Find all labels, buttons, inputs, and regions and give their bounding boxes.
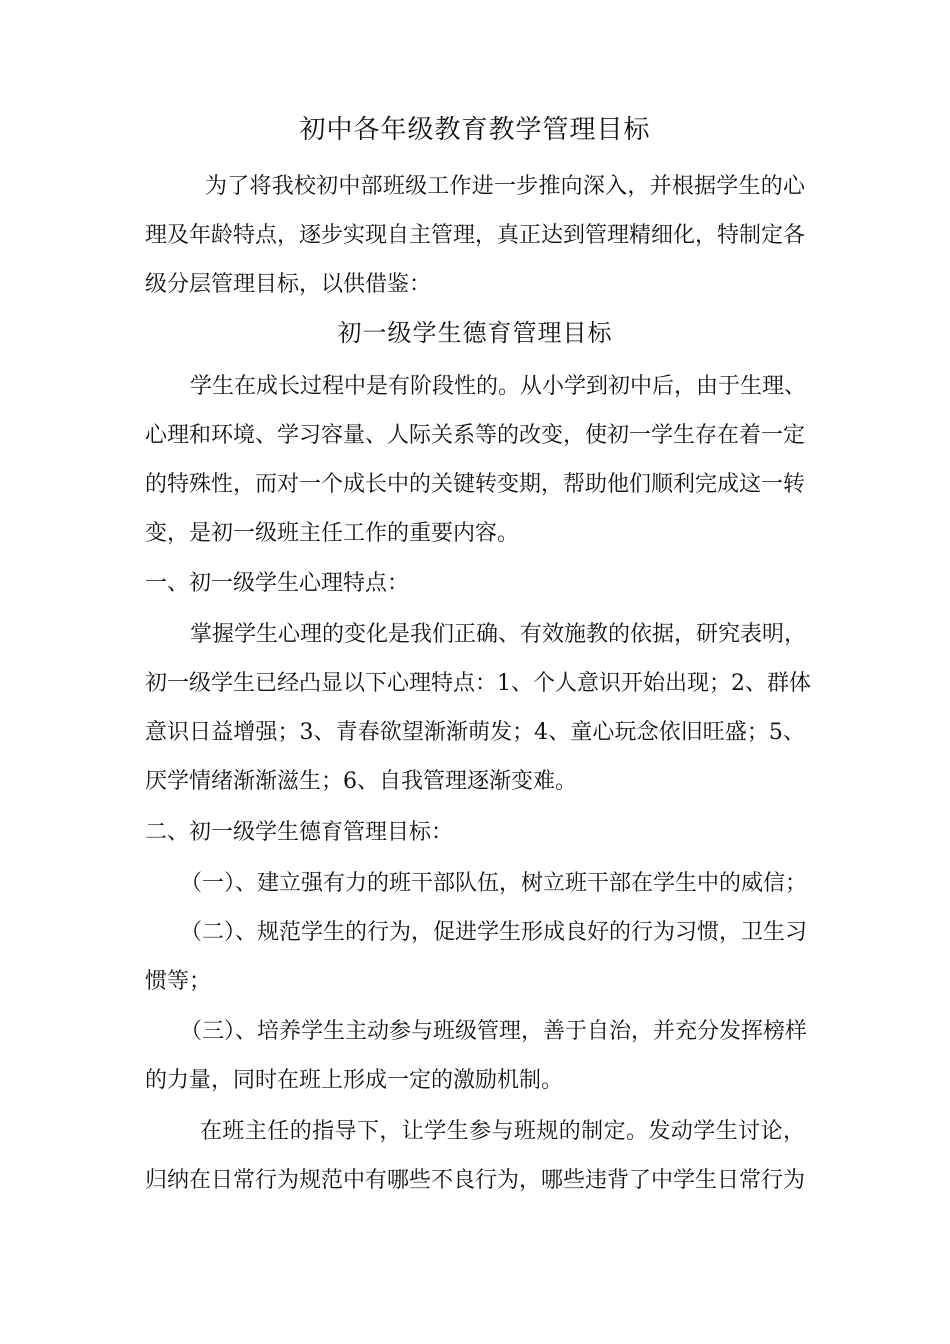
paragraph2-line-4: 厌学情绪渐渐滋生；6、自我管理逐渐变难。	[145, 769, 577, 794]
paragraph3-line-1: 在班主任的指导下，让学生参与班规的制定。发动学生讨论，	[200, 1119, 805, 1144]
paragraph2-line-3: 意识日益增强；3、青春欲望渐渐萌发；4、童心玩念依旧旺盛；5、	[145, 720, 805, 745]
goal-line-4: （三）、培养学生主动参与班级管理，善于自治，并充分发挥榜样	[180, 1019, 808, 1044]
goal-line-2: （二）、规范学生的行为，促进学生形成良好的行为习惯，卫生习	[180, 920, 808, 945]
paragraph1-line-1: 学生在成长过程中是有阶段性的。从小学到初中后，由于生理、	[190, 374, 807, 399]
paragraph1-line-3: 的特殊性，而对一个成长中的关键转变期，帮助他们顺利完成这一转	[145, 472, 806, 497]
paragraph3-line-2: 归纳在日常行为规范中有哪些不良行为，哪些违背了中学生日常行为	[145, 1168, 806, 1193]
intro-line-3: 级分层管理目标，以供借鉴：	[145, 272, 432, 297]
goal-line-5: 的力量，同时在班上形成一定的激励机制。	[145, 1068, 564, 1093]
heading-psychology: 一、初一级学生心理特点：	[145, 571, 410, 596]
goal-line-1: （一）、建立强有力的班干部队伍，树立班干部在学生中的威信；	[180, 871, 808, 896]
intro-line-2: 理及年龄特点，逐步实现自主管理，真正达到管理精细化，特制定各	[145, 223, 806, 248]
paragraph2-line-1: 掌握学生心理的变化是我们正确、有效施教的依据，研究表明，	[190, 622, 807, 647]
goal-line-3: 惯等；	[145, 969, 212, 994]
heading-goals: 二、初一级学生德育管理目标：	[145, 820, 454, 845]
section-title: 初一级学生德育管理目标	[337, 319, 613, 347]
paragraph2-line-2: 初一级学生已经凸显以下心理特点：1、个人意识开始出现；2、群体	[145, 671, 811, 696]
paragraph1-line-2: 心理和环境、学习容量、人际关系等的改变，使初一学生存在着一定	[145, 423, 806, 448]
document-title: 初中各年级教育教学管理目标	[299, 115, 651, 145]
paragraph1-line-4: 变，是初一级班主任工作的重要内容。	[145, 521, 520, 546]
intro-line-1: 为了将我校初中部班级工作进一步推向深入，并根据学生的心	[205, 174, 805, 199]
